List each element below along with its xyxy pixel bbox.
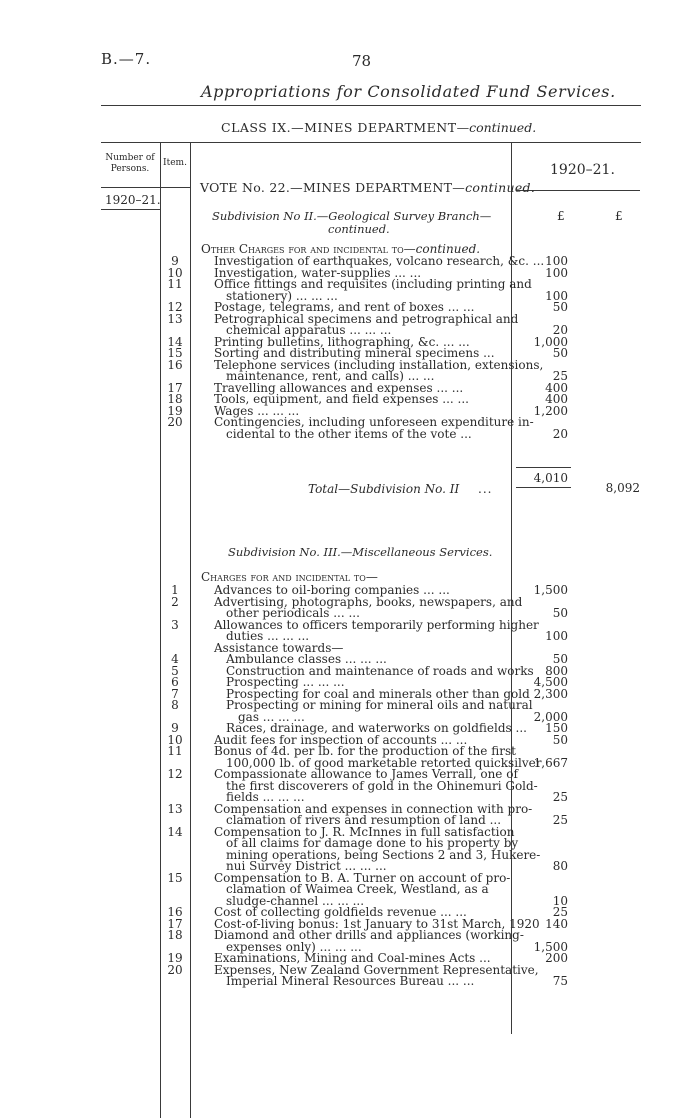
- table-top-rule: [101, 142, 641, 143]
- item-description: of all claims for damage done to his property by: [226, 836, 519, 850]
- item-amount: 1,500: [533, 583, 568, 597]
- item-number: 19: [167, 951, 183, 965]
- item-description: Construction and maintenance of roads and works: [226, 663, 534, 678]
- item-description: duties ... ... ...: [226, 629, 310, 643]
- item-amount: 25: [552, 905, 568, 919]
- item-number: 3: [171, 617, 179, 632]
- item-description: Ambulance classes ... ... ...: [226, 652, 387, 666]
- item-description: Advertising, photographs, books, newspapers, and: [214, 594, 523, 609]
- item-description: Expenses, New Zealand Government Representative,: [214, 962, 539, 977]
- item-amount: 50: [552, 300, 568, 314]
- item-amount: 200: [545, 951, 568, 965]
- item-description: clamation of rivers and resumption of land ...: [226, 813, 502, 827]
- item-description: Audit fees for inspection of accounts ... ...: [214, 732, 468, 747]
- item-number: 20: [167, 415, 183, 429]
- item-number: 12: [167, 767, 183, 781]
- item-amount: 25: [552, 813, 568, 827]
- item-description: cidental to the other items of the vote ...: [226, 426, 472, 441]
- item-description: Bonus of 4d. per lb. for the production of the first: [214, 744, 516, 758]
- persons-column-rule: [160, 143, 161, 1118]
- item-description: Investigation of earthquakes, volcano research, &c. ...: [214, 254, 545, 268]
- item-description: Telephone services (including installation, extensions,: [214, 357, 544, 372]
- item-description: Office fittings and requisites (including printing and: [214, 277, 532, 291]
- item-description: chemical apparatus ... ... ...: [226, 323, 392, 337]
- item-number: 18: [167, 392, 183, 406]
- subtotal-rule-bottom: [516, 487, 571, 488]
- item-description: Printing bulletins, lithographing, &c. ... ...: [214, 334, 470, 349]
- item-description: Compensation to B. A. Turner on account of pro-: [214, 870, 511, 885]
- item-description: nui Survey District ... ... ...: [226, 859, 387, 873]
- item-description: Advances to oil-boring companies ... ...: [214, 583, 450, 597]
- subdivision-2-title-cont: continued.: [328, 222, 390, 236]
- item-amount: 50: [552, 346, 568, 360]
- item-description: Assistance towards—: [214, 640, 344, 655]
- item-number: 17: [167, 916, 183, 931]
- item-column-rule: [190, 143, 191, 1118]
- item-description: 100,000 lb. of good marketable retorted quicksilver: [226, 755, 542, 770]
- item-description: Wages ... ... ...: [214, 403, 300, 418]
- item-amount: 150: [545, 721, 568, 735]
- item-number: 12: [167, 300, 183, 314]
- report-reference: B.—7.: [101, 50, 152, 68]
- item-description: Investigation, water-supplies ... ...: [214, 265, 422, 280]
- item-description: Diamond and other drills and appliances (working-: [214, 928, 524, 942]
- subdivision-3-title: Subdivision No. III.—Miscellaneous Services.: [228, 545, 493, 559]
- item-amount: 75: [552, 974, 568, 988]
- item-description: Postage, telegrams, and rent of boxes ... ...: [214, 300, 475, 314]
- currency-symbol-1: £: [557, 209, 565, 223]
- item-description: Compensation and expenses in connection with pro-: [214, 801, 533, 816]
- item-number: 19: [167, 403, 183, 418]
- item-amount: 25: [552, 369, 568, 383]
- item-amount: 1,500: [533, 939, 568, 954]
- item-description: Compassionate allowance to James Verrall, one of: [214, 767, 518, 781]
- number-of-persons-header: Number of Persons.: [105, 153, 155, 174]
- subdivision-2-heading: Other Charges for and incidental to—continued.: [201, 242, 481, 256]
- item-amount: 100: [545, 254, 568, 268]
- persons-year: 1920–21.: [105, 193, 161, 207]
- item-number: 9: [171, 254, 179, 268]
- item-description: Prospecting ... ... ...: [226, 675, 345, 689]
- item-description: maintenance, rent, and calls) ... ...: [226, 369, 435, 383]
- item-number: 15: [167, 346, 183, 360]
- item-amount: 400: [545, 392, 568, 406]
- item-description: sludge-channel ... ... ...: [226, 893, 365, 908]
- item-amount: 1,000: [533, 334, 568, 349]
- year-header: 1920–21.: [550, 162, 615, 178]
- item-description: other periodicals ... ...: [226, 606, 360, 620]
- item-amount: 100: [545, 288, 568, 303]
- item-description: Petrographical specimens and petrographical and: [214, 311, 519, 326]
- persons-year-rule: [101, 209, 160, 210]
- item-description: Prospecting or mining for mineral oils and natural: [226, 698, 533, 712]
- item-amount: 4,500: [533, 675, 568, 689]
- item-number: 13: [167, 311, 183, 326]
- item-amount: 80: [552, 859, 568, 873]
- item-number: 13: [167, 801, 183, 816]
- item-amount: 50: [552, 606, 568, 620]
- item-number: 9: [171, 721, 179, 735]
- item-description: gas ... ... ...: [238, 709, 305, 724]
- item-number: 17: [167, 380, 183, 395]
- item-number: 11: [167, 277, 183, 291]
- class-heading: CLASS IX.—MINES DEPARTMENT—continued.: [221, 120, 537, 135]
- item-number: 16: [167, 905, 183, 919]
- item-description: expenses only) ... ... ...: [226, 939, 362, 954]
- item-number: 4: [171, 652, 179, 666]
- item-amount: 1,667: [533, 755, 568, 770]
- item-description: Tools, equipment, and field expenses ... ...: [214, 392, 469, 406]
- item-description: Compensation to J. R. McInnes in full satisfaction: [214, 824, 515, 839]
- item-amount: 1,200: [533, 403, 568, 418]
- item-number: 11: [167, 744, 183, 758]
- item-number: 6: [171, 675, 179, 689]
- subdivision-2-total-label: Total—Subdivision No. II: [308, 482, 460, 496]
- item-amount: 10: [552, 893, 568, 908]
- item-number: 20: [167, 962, 183, 977]
- item-description: Cost of collecting goldfields revenue ... ...: [214, 905, 467, 919]
- persons-header-rule: [101, 187, 190, 188]
- item-description: Allowances to officers temporarily performing higher: [214, 617, 539, 632]
- item-description: mining operations, being Sections 2 and 3, Hukere-: [226, 847, 541, 862]
- subdivision-2-total-leader: ...: [478, 482, 493, 496]
- item-amount: 20: [552, 323, 568, 337]
- item-description: Sorting and distributing mineral specimens ...: [214, 346, 495, 360]
- item-amount: 140: [545, 916, 568, 931]
- item-description: Examinations, Mining and Coal-mines Acts ...: [214, 951, 491, 965]
- item-header: Item.: [163, 158, 187, 168]
- item-number: 7: [171, 686, 179, 701]
- subdivision-2-total: 8,092: [605, 481, 640, 495]
- item-number: 10: [167, 265, 183, 280]
- subdivision-3-heading: Charges for and incidental to—: [201, 570, 378, 584]
- item-description: Prospecting for coal and minerals other than gold: [226, 686, 530, 701]
- item-number: 18: [167, 928, 183, 942]
- item-number: 16: [167, 357, 183, 372]
- item-number: 14: [167, 824, 183, 839]
- title-rule: [101, 105, 641, 106]
- item-number: 14: [167, 334, 183, 349]
- item-amount: 100: [545, 265, 568, 280]
- item-description: Cost-of-living bonus: 1st January to 31st March, 1920: [214, 916, 540, 931]
- item-description: Travelling allowances and expenses ... ...: [214, 380, 464, 395]
- page-title: Appropriations for Consolidated Fund Services.: [201, 82, 616, 101]
- item-description: Races, drainage, and waterworks on goldfields ...: [226, 721, 527, 735]
- item-description: Imperial Mineral Resources Bureau ... ...: [226, 974, 475, 988]
- item-number: 5: [171, 663, 179, 678]
- subtotal-rule-top: [516, 467, 571, 468]
- item-description: the first discoverers of gold in the Ohinemuri Gold-: [226, 778, 538, 793]
- item-amount: 20: [552, 426, 568, 441]
- page-number: 78: [352, 52, 372, 70]
- item-number: 1: [171, 583, 179, 597]
- item-description: clamation of Waimea Creek, Westland, as a: [226, 882, 489, 896]
- item-amount: 2,000: [533, 709, 568, 724]
- item-amount: 400: [545, 380, 568, 395]
- item-amount: 50: [552, 652, 568, 666]
- item-description: fields ... ... ...: [226, 790, 305, 804]
- subdivision-2-title: Subdivision No II.—Geological Survey Branch—: [212, 209, 492, 223]
- item-amount: 50: [552, 732, 568, 747]
- subdivision-2-subtotal: 4,010: [533, 471, 568, 485]
- item-number: 8: [171, 698, 179, 712]
- item-amount: 2,300: [533, 686, 568, 701]
- item-number: 10: [167, 732, 183, 747]
- item-amount: 25: [552, 790, 568, 804]
- item-amount: 800: [545, 663, 568, 678]
- item-description: Contingencies, including unforeseen expenditure in-: [214, 415, 534, 429]
- currency-symbol-2: £: [615, 209, 623, 223]
- item-description: stationery) ... ... ...: [226, 288, 338, 303]
- item-number: 15: [167, 870, 183, 885]
- item-number: 2: [171, 594, 179, 609]
- vote-title: VOTE No. 22.—MINES DEPARTMENT—continued.: [200, 180, 536, 195]
- item-amount: 100: [545, 629, 568, 643]
